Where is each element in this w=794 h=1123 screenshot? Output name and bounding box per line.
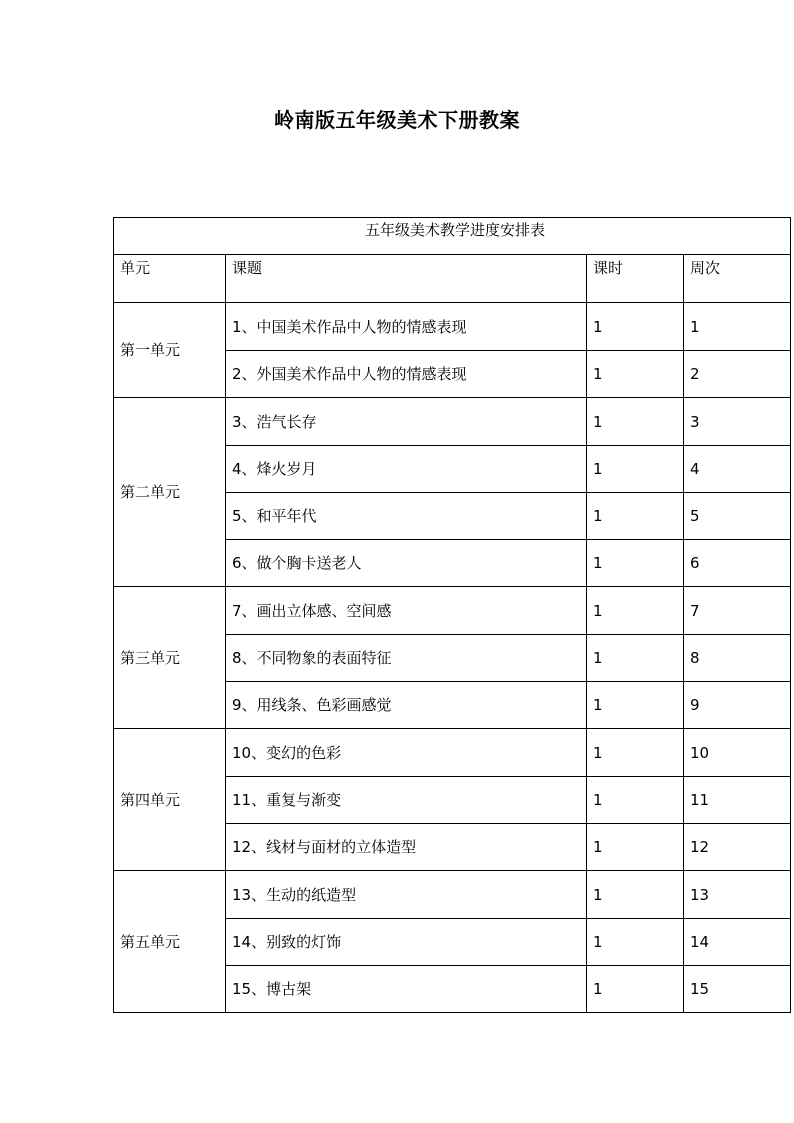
unit-name-cell: 第一单元 (114, 303, 226, 398)
page-title: 岭南版五年级美术下册教案 (274, 108, 520, 132)
hours-cell: 1 (587, 398, 684, 446)
topic-cell: 14、别致的灯饰 (226, 919, 587, 966)
topic-cell: 1、中国美术作品中人物的情感表现 (226, 303, 587, 351)
header-week: 周次 (684, 255, 791, 303)
hours-cell: 1 (587, 540, 684, 587)
hours-cell: 1 (587, 729, 684, 777)
hours-cell: 1 (587, 303, 684, 351)
topic-cell: 3、浩气长存 (226, 398, 587, 446)
header-topic: 课题 (226, 255, 587, 303)
hours-cell: 1 (587, 777, 684, 824)
topic-cell: 9、用线条、色彩画感觉 (226, 682, 587, 729)
week-cell: 5 (684, 493, 791, 540)
hours-cell: 1 (587, 493, 684, 540)
week-cell: 9 (684, 682, 791, 729)
unit-name-cell: 第二单元 (114, 398, 226, 587)
hours-cell: 1 (587, 966, 684, 1013)
topic-cell: 2、外国美术作品中人物的情感表现 (226, 351, 587, 398)
week-cell: 10 (684, 729, 791, 777)
week-cell: 13 (684, 871, 791, 919)
week-cell: 7 (684, 587, 791, 635)
header-unit: 单元 (114, 255, 226, 303)
unit-name-cell: 第四单元 (114, 729, 226, 871)
topic-cell: 10、变幻的色彩 (226, 729, 587, 777)
hours-cell: 1 (587, 682, 684, 729)
hours-cell: 1 (587, 919, 684, 966)
unit-name-cell: 第三单元 (114, 587, 226, 729)
table-row (114, 398, 791, 446)
topic-cell: 7、画出立体感、空间感 (226, 587, 587, 635)
hours-cell: 1 (587, 635, 684, 682)
week-cell: 12 (684, 824, 791, 871)
week-cell: 6 (684, 540, 791, 587)
table-row (114, 587, 791, 635)
topic-cell: 5、和平年代 (226, 493, 587, 540)
week-cell: 14 (684, 919, 791, 966)
header-hours: 课时 (587, 255, 684, 303)
week-cell: 1 (684, 303, 791, 351)
schedule-table (113, 217, 791, 1013)
topic-cell: 13、生动的纸造型 (226, 871, 587, 919)
topic-cell: 12、线材与面材的立体造型 (226, 824, 587, 871)
hours-cell: 1 (587, 446, 684, 493)
table-caption: 五年级美术教学进度安排表 (114, 218, 791, 255)
hours-cell: 1 (587, 824, 684, 871)
unit-name-cell: 第五单元 (114, 871, 226, 1013)
week-cell: 2 (684, 351, 791, 398)
table-row (114, 729, 791, 777)
hours-cell: 1 (587, 587, 684, 635)
topic-cell: 15、博古架 (226, 966, 587, 1013)
topic-cell: 6、做个胸卡送老人 (226, 540, 587, 587)
table-row (114, 871, 791, 919)
week-cell: 8 (684, 635, 791, 682)
hours-cell: 1 (587, 871, 684, 919)
week-cell: 11 (684, 777, 791, 824)
topic-cell: 8、不同物象的表面特征 (226, 635, 587, 682)
topic-cell: 4、烽火岁月 (226, 446, 587, 493)
table-header-row (114, 255, 791, 303)
week-cell: 4 (684, 446, 791, 493)
hours-cell: 1 (587, 351, 684, 398)
week-cell: 15 (684, 966, 791, 1013)
week-cell: 3 (684, 398, 791, 446)
table-caption-row (114, 218, 791, 255)
topic-cell: 11、重复与渐变 (226, 777, 587, 824)
table-row (114, 303, 791, 351)
